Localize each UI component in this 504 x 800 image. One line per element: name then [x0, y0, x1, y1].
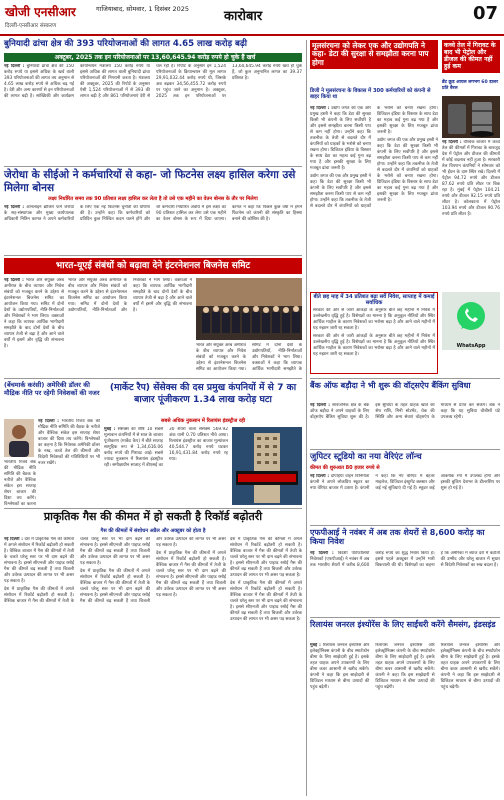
story4-text-3: उद्योग जगत की एक और प्रमुख हस्ती ने कहा कि डेटा की सुरक्षा किसी भी कंपनी के लिए सर्वोपरि है और इससे समझौता करना किसी पाप से कम नहीं होगा। उन्होंने कहा कि तकनीक के तेजी से बदलते दौर में कंपनियों को ग्राहकों के भरोसे को बनाए रखना होगा। डिजिटल इंडिया के विस्तार के साथ डेटा का महत्व कई गुना बढ़ गया है और इसकी सुरक्षा के लिए मजबूत ढांचा जरूरी है।	[377, 138, 438, 203]
story8-deck: कीमत की शुरुआत 80 हजार रुपये से	[310, 465, 380, 471]
story12-body	[4, 537, 226, 795]
divider	[310, 378, 500, 379]
divider	[4, 508, 302, 509]
whatsapp-icon	[442, 292, 500, 350]
story10-headline: रिलायंस जनरल इंश्योरेंस के लिए साईंधरी करेंगे सैमसंग, इंडसइंड	[310, 620, 496, 629]
whatsapp-label: WhatsApp	[456, 343, 486, 349]
story6-headline: (मार्केट रैप) सेंसेक्स की दस प्रमुख कंपनियों में से 7 का बाजार पूंजीकरण 1.34 लाख करोड़ घटा	[109, 382, 297, 405]
story4-dateline: नई दिल्ली :	[310, 106, 330, 111]
story5-headline: कच्चे तेल में गिरावट के बाद भी पेट्रोल और डीजल की कीमत नहीं हुई कम	[442, 40, 500, 73]
story9-dateline: नई दिल्ली :	[310, 551, 334, 556]
story9-headline: एफपीआई ने नवंबर में अब तक शेयरों से 8,600 करोड़ का किया निवेश	[310, 528, 485, 547]
story10-body	[310, 643, 500, 795]
masthead-edition: दिल्ली-एनसीआर संस्करण	[5, 23, 57, 29]
divider	[310, 525, 500, 526]
story5-text: वैश्विक बाजार में कच्चे तेल की कीमतों में गिरावट के बावजूद देश में पेट्रोल और डीजल की कीमतों में कोई बदलाव नहीं हुआ है। सरकारी तेल विपणन कंपनियों ने सोमवार को भी ईंधन के दाम स्थिर रखे। दिल्ली में पेट्रोल 94.72 रुपये और डीजल 87.62 रुपये प्रति लीटर पर बिक रहा है। मुंबई में पेट्रोल 104.21 रुपये और डीजल 92.15 रुपये प्रति लीटर है। कोलकाता में पेट्रोल 103.94 रुपये और डीजल 90.76 रुपये प्रति लीटर है।	[442, 140, 500, 217]
story11-text-more: भारतीय रिजर्व बैंक की मौद्रिक नीति समिति की बैठक के नतीजे और वैश्विक संकेत इस सप्ताह शेयर बाजार की दिशा तय करेंगे। विश्लेषकों का कहना	[4, 460, 36, 505]
story2-body	[4, 205, 302, 253]
story11-body-more	[4, 460, 36, 505]
story3-body-under-photo	[196, 343, 302, 376]
story8-body	[310, 474, 500, 522]
story4-text-2: उद्योग जगत की एक और प्रमुख हस्ती ने कहा कि डेटा की सुरक्षा किसी भी कंपनी के लिए सर्वोपरि है और इससे समझौता करना किसी पाप से कम नहीं होगा। उन्होंने कहा कि तकनीक के तेजी से बदलते दौर में कंपनियों को ग्राहकों के भरोसे को बनाए रखना होगा। डिजिटल इंडिया के विस्तार के साथ डेटा का महत्व कई गुना बढ़ गया है और इसकी सुरक्षा के लिए मजबूत ढांचा जरूरी है।	[310, 106, 438, 209]
story10-text: रिलायंस जनरल इंश्योरेंस और इलेक्ट्रॉनिक्स कंपनी के बीच स्मार्टफोन बीमा के लिए साझेदारी हुई है। इसके तहत ग्राहक अपने उपकरणों के लिए बीमा कवर आसानी से खरीद सकेंगे। कंपनी ने कहा कि इस साझेदारी से डिजिटल माध्यम से बीमा उत्पादों की पहुंच बढ़ेगी।	[310, 643, 370, 690]
story5-dateline: नई दिल्ली :	[442, 140, 462, 145]
section-title: कारोबार	[224, 9, 263, 24]
story4-text: उद्योग जगत की एक और प्रमुख हस्ती ने कहा कि डेटा की सुरक्षा किसी भी कंपनी के लिए सर्वोपरि है और इससे समझौता करना किसी पाप से कम नहीं होगा। उन्होंने कहा कि तकनीक के तेजी से बदलते दौर में कंपनियों को ग्राहकों के भरोसे को बनाए रखना होगा। डिजिटल इंडिया के विस्तार के साथ डेटा का महत्व कई गुना बढ़ गया है और इसकी सुरक्षा के लिए मजबूत ढांचा जरूरी है।	[310, 106, 371, 171]
story13-headline: बीते छह माह में 34 प्रतिशत बढ़ा सर्वे निवेश, साप्ताह में कमाई सर्वाधिक	[313, 294, 435, 307]
story10-dateline: मुंबई :	[310, 643, 321, 648]
story13-body	[313, 308, 435, 372]
story6-deck: सबसे अधिक नुकसान में रिलायंस इंडस्ट्रीज रही	[160, 418, 246, 424]
person-photo	[4, 419, 34, 457]
whatsapp-photo	[442, 292, 500, 350]
story9-text: विदेशी पोर्टफोलियो निवेशकों (एफपीआई) ने नवंबर में अब तक भारतीय शेयरों में करीब 8,600 करोड़ रुपये का शुद्ध निवेश किया है। इससे पहले अक्टूबर में उन्होंने भारी बिकवाली की थी। विशेषज्ञों का कहना है कि अमेरिका में ब्याज दरों में कटौती की उम्मीद और घरेलू बाजार में सुधार से विदेशी निवेशकों का रुख बदला है।	[310, 551, 500, 568]
story6-text: सेंसेक्स की शीर्ष 10 सबसे मूल्यवान कंपनियों में से सात के बाजार पूंजीकरण (मार्केट कैप) में बीते सप्ताह सामूहिक रूप से 1,34,616.06 करोड़ रुपये की गिरावट आई। सबसे ज्यादा नुकसान में रिलायंस इंडस्ट्रीज रही। समीक्षाधीन सप्ताह में बीएसई का 30 शेयरों वाला सेंसेक्स 569.92 अंक यानी 0.70 प्रतिशत नीचे आया। रिलायंस इंडस्ट्रीज का बाजार मूल्यांकन 40,544.7 करोड़ रुपये घटकर 16,91,431.84 करोड़ रुपये रह गया।	[104, 427, 228, 468]
story12-text-4: देश में प्राकृतिक गैस की कीमतों में अगले संशोधन में रिकॉर्ड बढ़ोतरी हो सकती है। वैश्विक बाजार में गैस की कीमतों में तेजी के चलते घरेलू स्तर पर भी दाम बढ़ने की संभावना है। इससे सीएनजी और पाइप्ड रसोई गैस की कीमतें बढ़ सकती हैं तथा बिजली और उर्वरक उत्पादन की लागत पर भी असर पड़ सकता है।	[156, 551, 226, 598]
story12-dateline: नई दिल्ली :	[4, 537, 23, 542]
oil-barrel-illustration	[442, 96, 500, 138]
story1-headline: बुनियादी ढांचा क्षेत्र की 393 परियोजनाओं की लागत 4.65 लाख करोड़ बढ़ी	[4, 39, 248, 49]
story12-text-3: देश में प्राकृतिक गैस की कीमतों में अगले संशोधन में रिकॉर्ड बढ़ोतरी हो सकती है। वैश्विक बाजार में गैस की कीमतों में तेजी के चलते घरेलू स्तर पर भी दाम बढ़ने की संभावना है। इससे सीएनजी और पाइप्ड रसोई गैस की कीमतें बढ़ सकती हैं तथा बिजली और उर्वरक उत्पादन की लागत पर भी असर पड़ सकता है।	[80, 537, 226, 604]
story7-headline: बैंक ऑफ बड़ौदा ने भी शुरू की वॉट्सऐप बैंकिंग सुविधा	[310, 381, 471, 390]
newspaper-brand: खोजी एनसीआर	[5, 5, 76, 19]
story12-deck: गैस की कीमतों में संशोधन अप्रैल और अक्टूबर को होता है	[100, 528, 206, 534]
story3-headline: भारत-यूएई संबंधों को बढ़ावा देने इंटरनेशनल बिजनेस समिट	[55, 261, 251, 271]
summit-photo-illustration	[196, 278, 302, 340]
story7-text: सार्वजनिक क्षेत्र के बैंक ऑफ बड़ौदा ने अपने ग्राहकों के लिए वॉट्सऐप बैंकिंग सुविधा शुरू की है। इस सुविधा के तहत ग्राहक खाते की शेष राशि, मिनी स्टेटमेंट, चेक की स्थिति और अन्य सेवाएं वॉट्सऐप के माध्यम से प्राप्त कर सकेंगे। बैंक ने कहा कि यह सुविधा चौबीसों घंटे उपलब्ध रहेगी।	[310, 403, 500, 420]
story8-dateline: नई दिल्ली :	[310, 474, 330, 479]
divider	[310, 617, 500, 618]
divider	[310, 449, 500, 450]
divider	[4, 255, 302, 256]
story6-dateline: मुंबई :	[104, 427, 116, 432]
story8-headline: जुपिटर स्टूडियो का नया वेरिएंट लॉन्च	[310, 451, 422, 461]
story12-text-right: देश में प्राकृतिक गैस की कीमतों में अगले संशोधन में रिकॉर्ड बढ़ोतरी हो सकती है। वैश्विक बाजार में गैस की कीमतों में तेजी के चलते घरेलू स्तर पर भी दाम बढ़ने की संभावना है। इससे सीएनजी और पाइप्ड रसोई गैस की कीमतें बढ़ सकती हैं तथा बिजली और उर्वरक उत्पादन की लागत पर भी असर पड़ सकता है।	[230, 537, 302, 578]
person-portrait	[4, 419, 34, 457]
story11-dateline: नई दिल्ली :	[38, 419, 60, 424]
story11-text: भारतीय रिजर्व बैंक की मौद्रिक नीति समिति की बैठक के नतीजे और वैश्विक संकेत इस सप्ताह शेयर बाजार की दिशा तय करेंगे। विश्लेषकों का कहना है कि निवेशक अमेरिकी डॉलर के रुख, कच्चे तेल की कीमतों और विदेशी निवेशकों की गतिविधियों पर भी नजर रखेंगे।	[38, 419, 100, 466]
story10-text-2: रिलायंस जनरल इंश्योरेंस और इलेक्ट्रॉनिक्स कंपनी के बीच स्मार्टफोन बीमा के लिए साझेदारी हुई है। इसके तहत ग्राहक अपने उपकरणों के लिए बीमा कवर आसानी से खरीद सकेंगे। कंपनी ने कहा कि इस साझेदारी से डिजिटल माध्यम से बीमा उत्पादों की पहुंच बढ़ेगी।	[375, 643, 435, 690]
story9-body	[310, 551, 500, 615]
story7-body	[310, 403, 500, 447]
story10-text-3: रिलायंस जनरल इंश्योरेंस और इलेक्ट्रॉनिक्स कंपनी के बीच स्मार्टफोन बीमा के लिए साझेदारी हुई है। इसके तहत ग्राहक अपने उपकरणों के लिए बीमा कवर आसानी से खरीद सकेंगे। कंपनी ने कहा कि इस साझेदारी से डिजिटल माध्यम से बीमा उत्पादों की पहुंच बढ़ेगी।	[440, 643, 500, 690]
story3-body-left	[4, 278, 64, 376]
story5-deck: ब्रेंट क्रूड आयल लगभग 60 डालर प्रति बैरल	[442, 80, 498, 91]
story3-text-cont: भारत और संयुक्त अरब अमीरात के बीच व्यापार और निवेश संबंधों को मजबूत करने के उद्देश्य से इंटरनेशनल बिजनेस समिट का आयोजन किया गया। समिट में दोनों देशों के उद्योगपतियों, नीति-निर्माताओं और निवेशकों ने भाग लिया। वक्ताओं ने कहा कि व्यापक आर्थिक भागीदारी समझौते के बाद दोनों देशों के बीच व्यापार तेजी से बढ़ा है और आने वाले वर्षों में इसमें और वृद्धि की संभावना है।	[68, 278, 192, 313]
story4-body	[310, 106, 438, 288]
divider	[4, 166, 302, 167]
story1-body	[4, 64, 302, 164]
stock-exchange-photo	[232, 427, 302, 505]
story12-headline: प्राकृतिक गैस की कीमत में हो सकती है रिकॉर्ड बढ़ोतरी	[43, 510, 263, 523]
story2-headline: जेरोधा के सीईओ ने कर्मचारियों से कहा- जो फिटनेस लक्ष्य हासिल करेगा उसे मिलेगा बोनस	[4, 169, 296, 195]
story8-text: दोपहिया वाहन विनिर्माता कंपनी ने अपने लोकप्रिय स्कूटर का नया वेरिएंट बाजार में उतारा है। कंपनी ने कहा कि नए वेरिएंट में बेहतर माइलेज, डिजिटल इंस्ट्रूमेंट क्लस्टर और कई नई सुविधाएं दी गई हैं। स्कूटर कई आकर्षक रंगों में उपलब्ध होगा और इसकी बुकिंग देशभर के डीलरशिप पर शुरू हो गई है।	[310, 474, 500, 491]
oil-barrel-photo	[442, 96, 500, 138]
column-divider	[306, 40, 307, 796]
summit-photo	[196, 278, 302, 340]
story7-dateline: नई दिल्ली :	[310, 403, 331, 408]
story13-text-2: सरकार की ओर से जारी आंकड़ों के अनुसार बीते छह महीनों में निवेश में उल्लेखनीय वृद्धि हुई है। विशेषज्ञों का मानना है कि अनुकूल नीतियों और स्थिर आर्थिक माहौल के कारण निवेशकों का भरोसा बढ़ा है और आने वाले महीनों में यह रुझान जारी रह सकता है।	[313, 334, 435, 357]
bse-building-illustration	[232, 427, 302, 505]
story2-text: ऑनलाइन ब्रोकिंग फर्म जेरोधा के सह-संस्थापक और मुख्य कार्यपालक अधिकारी नितिन कामत ने अपने कर्मचारियों के लिए एक नई फिटनेस चुनौती की घोषणा की है। उन्होंने कहा कि कर्मचारियों को प्रतिदिन कुछ निश्चित कदम चलने होंगे और जो कर्मचारी निर्धारित अवधि में इस लक्ष्य का 90 प्रतिशत हासिल कर लेगा उसे एक महीने का वेतन बोनस के रूप में दिया जाएगा। कामत ने कहा कि पिछले कुछ वर्षों में हमने फिटनेस को कंपनी की संस्कृति का हिस्सा बनाने की कोशिश की है।	[4, 205, 302, 222]
story12-text-right-2: देश में प्राकृतिक गैस की कीमतों में अगले संशोधन में रिकॉर्ड बढ़ोतरी हो सकती है। वैश्विक बाजार में गैस की कीमतों में तेजी के चलते घरेलू स्तर पर भी दाम बढ़ने की संभावना है। इससे सीएनजी और पाइप्ड रसोई गैस की कीमतें बढ़ सकती हैं तथा बिजली और उर्वरक उत्पादन की लागत पर भी असर पड़ सकता है।	[230, 581, 302, 622]
story4-deck: डिजी ने मूलसंरचना के विकास में 300 कर्मचारियों को कंपनी से बाहर किया था	[310, 88, 431, 101]
story3-text-under-photo: भारत और संयुक्त अरब अमीरात के बीच व्यापार और निवेश संबंधों को मजबूत करने के उद्देश्य से इंटरनेशनल बिजनेस समिट का आयोजन किया गया। समिट में दोनों देशों के उद्योगपतियों, नीति-निर्माताओं और निवेशकों ने भाग लिया। वक्ताओं ने कहा कि व्यापक आर्थिक भागीदारी समझौते के	[196, 343, 302, 372]
story2-deck: लक्ष्य निर्धारित समय तक 90 प्रतिशत लक्ष्य हासिल कर लेता है तो उसे एक महीने का वेतन बोनस के तौर पर मिलेगा	[48, 196, 258, 202]
story5-body	[442, 140, 500, 290]
divider	[4, 378, 302, 379]
story11-body	[38, 419, 100, 505]
story11-headline: (बेंचमार्क करंसी) अमेरिकी डॉलर की मौद्रिक नीति पर रहेगी निवेशकों की नजर	[4, 381, 100, 398]
story3-text: भारत और संयुक्त अरब अमीरात के बीच व्यापार और निवेश संबंधों को मजबूत करने के उद्देश्य से इंटरनेशनल बिजनेस समिट का आयोजन किया गया। समिट में दोनों देशों के उद्योगपतियों, नीति-निर्माताओं और निवेशकों ने भाग लिया। वक्ताओं ने कहा कि व्यापक आर्थिक भागीदारी समझौते के बाद दोनों देशों के बीच व्यापार तेजी से बढ़ा है और आने वाले वर्षों में इसमें और वृद्धि की संभावना है।	[4, 278, 64, 349]
story3-dateline: नई दिल्ली :	[4, 278, 24, 283]
story12-body-right	[230, 537, 302, 795]
masthead-dateline: गाजियाबाद, सोमवार, 1 दिसंबर 2025	[96, 5, 190, 13]
story12-text-2: देश में प्राकृतिक गैस की कीमतों में अगले संशोधन में रिकॉर्ड बढ़ोतरी हो सकती है। वैश्विक बाजार में गैस की कीमतों में तेजी के चलते घरेलू स्तर पर भी दाम बढ़ने की संभावना है। इससे सीएनजी और पाइप्ड रसोई गैस की कीमतें बढ़ सकती हैं तथा बिजली और उर्वरक उत्पादन की लागत पर भी असर पड़ सकता है।	[4, 537, 150, 604]
story1-text: बुनियादी ढांचा क्षेत्र की 150 करोड़ रुपये या इससे अधिक के खर्च वाली 393 परियोजनाओं की लागत तय अनुमान से 4.65 लाख करोड़ रुपये से अधिक बढ़ गई है। देरी और अन्य कारणों से इन परियोजनाओं की लागत बढ़ी है। सांख्यिकी और कार्यक्रम कार्यान्वयन मंत्रालय 150 करोड़ रुपये या इससे अधिक की लागत वाली बुनियादी ढांचा परियोजनाओं की निगरानी करता है। मंत्रालय की अक्टूबर, 2025 की रिपोर्ट के अनुसार ऐसी 1,524 परियोजनाओं में से 393 की लागत बढ़ी है और 861 परियोजनाएं देरी से चल रही हैं। रिपोर्ट के अनुसार इन 1,524 परियोजनाओं के क्रियान्वयन की मूल लागत 29,91,032.44 करोड़ रुपये थी, जिसके अब बढ़कर 34,56,455.72 करोड़ रुपये पर पहुंच जाने का अनुमान है। अक्टूबर, 2025 तक इन परियोजनाओं पर 13,60,645.94 करोड़ रुपये खर्च हो चुके हैं, जो कुल अनुमानित लागत का 39.37 प्रतिशत है।	[4, 64, 302, 99]
story13-text: सरकार की ओर से जारी आंकड़ों के अनुसार बीते छह महीनों में निवेश में उल्लेखनीय वृद्धि हुई है। विशेषज्ञों का मानना है कि अनुकूल नीतियों और स्थिर आर्थिक माहौल के कारण निवेशकों का भरोसा बढ़ा है और आने वाले महीनों में यह रुझान जारी रह सकता है।	[313, 308, 435, 331]
story1-deck: अक्टूबर, 2025 तक इन परियोजनाओं पर 13,60,645.94 करोड़ रुपये हो चुके हैं खर्च	[54, 54, 256, 61]
page-number: 07	[472, 3, 498, 24]
masthead	[0, 0, 504, 36]
story3-body-right	[68, 278, 192, 376]
story4-headline: मूलसंरचना को लेकर एक और उद्योगपति ने कहा- डेटा की सुरक्षा से समझौता करना पाप होगा	[310, 40, 438, 69]
story1-dateline: नई दिल्ली :	[4, 64, 25, 69]
story12-text: देश में प्राकृतिक गैस की कीमतों में अगले संशोधन में रिकॉर्ड बढ़ोतरी हो सकती है। वैश्विक बाजार में गैस की कीमतों में तेजी के चलते घरेलू स्तर पर भी दाम बढ़ने की संभावना है। इससे सीएनजी और पाइप्ड रसोई गैस की कीमतें बढ़ सकती हैं तथा बिजली और उर्वरक उत्पादन की लागत पर भी असर पड़ सकता है।	[4, 537, 74, 584]
story2-dateline: नई दिल्ली :	[4, 205, 25, 210]
story6-body	[104, 427, 228, 505]
